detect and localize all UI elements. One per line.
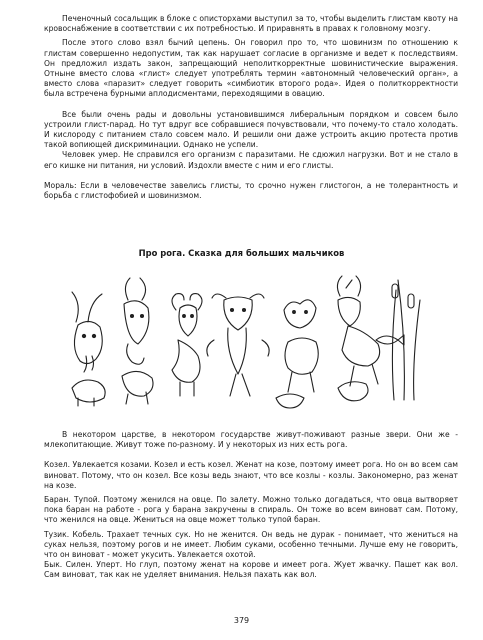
text-block-top [44, 14, 458, 201]
ram-drawing [172, 294, 202, 396]
page-number: 379 [233, 616, 250, 625]
paragraph: В некотором царстве, в некотором государстве живут-поживают разные звери. Они же - млекопитающие. Живут тоже по-разному. И у некоторых из них есть рога. [44, 430, 458, 450]
reeds-drawing [376, 280, 420, 400]
goat-drawing [122, 278, 153, 404]
paragraph: Тузик. Кобель. Трахает течных сук. Но не женится. Он ведь не дурак - понимает, что жениться на суках нельзя, поэтому рогов и не имеет. Любим суками, особенно течными. Лучше ему не говорить, что он виноват - может укусить. Увлекается охотой. [44, 529, 458, 560]
paragraph: Баран. Тупой. Поэтому женился на овце. По залету. Можно только догадаться, что овца вытворяет пока баран на работе - рога у барана закручены в спираль. Он тоже во всем виноват сам. Потому, что женился на овце. Жениться на овце может только тупой баран. [44, 495, 458, 525]
deer-drawing [337, 276, 379, 401]
animals-illustration [58, 270, 428, 420]
paragraph: Бык. Силен. Уперт. Но глуп, поэтому женат на корове и имеет рога. Жует жвачку. Пашет как вол. Сам виноват, так как не уделяет внимания. Нельзя пахать как вол. [44, 560, 458, 580]
dog-drawing [276, 300, 318, 408]
paragraph: Козел. Увлекается козами. Козел и есть козел. Женат на козе, поэтому имеет рога. Но он во всем сам виноват. Потому, что он козел. Все козы ведь знают, что все козлы - козлы. Закономерно, раз женат на козе. [44, 460, 458, 490]
goat-drawing [72, 292, 105, 406]
paragraph: Печеночный сосальщик в блоке с описторхами выступил за то, чтобы выделить глистам квоту на кровоснабжение в соответствии с их потребностью. И приравнять в правах к головному мозгу. [44, 14, 458, 34]
cow-drawing [207, 294, 269, 396]
paragraph: После этого слово взял бычий цепень. Он говорил про то, что шовинизм по отношению к глистам совершенно недопустим, так как нарушает согласие в организме и ведет к последствиям. Он предложил издать закон, запрещающий неполиткорректные шовинистические выражения. Отныне вместо слова «глист» следует употреблять термин «автономный человеческий орган», а вместо слова «паразит» следует говорить «симбиотик второго рода». Идея о политкорректности была встречена бурными аплодисментами, переходящими в овацию. [44, 38, 458, 99]
paragraph: Человек умер. Не справился его организм с паразитами. Не сдюжил нагрузки. Вот и не стало в его кишке ни питания, ни условий. Издохли вместе с ним и его глисты. [44, 150, 458, 170]
paragraph: Все были очень рады и довольны установившимся либеральным порядком и совсем было устроили глист-парад. Но тут вдруг все собравшиеся почувствовали, что почему-то стало холодать. И кислороду с питанием стало совсем мало. И решили они даже устроить акцию протеста против такой вопиющей дискриминации. Однако не успели. [44, 109, 458, 150]
section-heading: Про рога. Сказка для больших мальчиков [138, 248, 345, 258]
paragraph: Мораль: Если в человечестве завелись глисты, то срочно нужен глистогон, а не толерантность и борьба с глистофобией и шовинизмом. [44, 180, 458, 201]
text-block-bottom [44, 430, 458, 581]
